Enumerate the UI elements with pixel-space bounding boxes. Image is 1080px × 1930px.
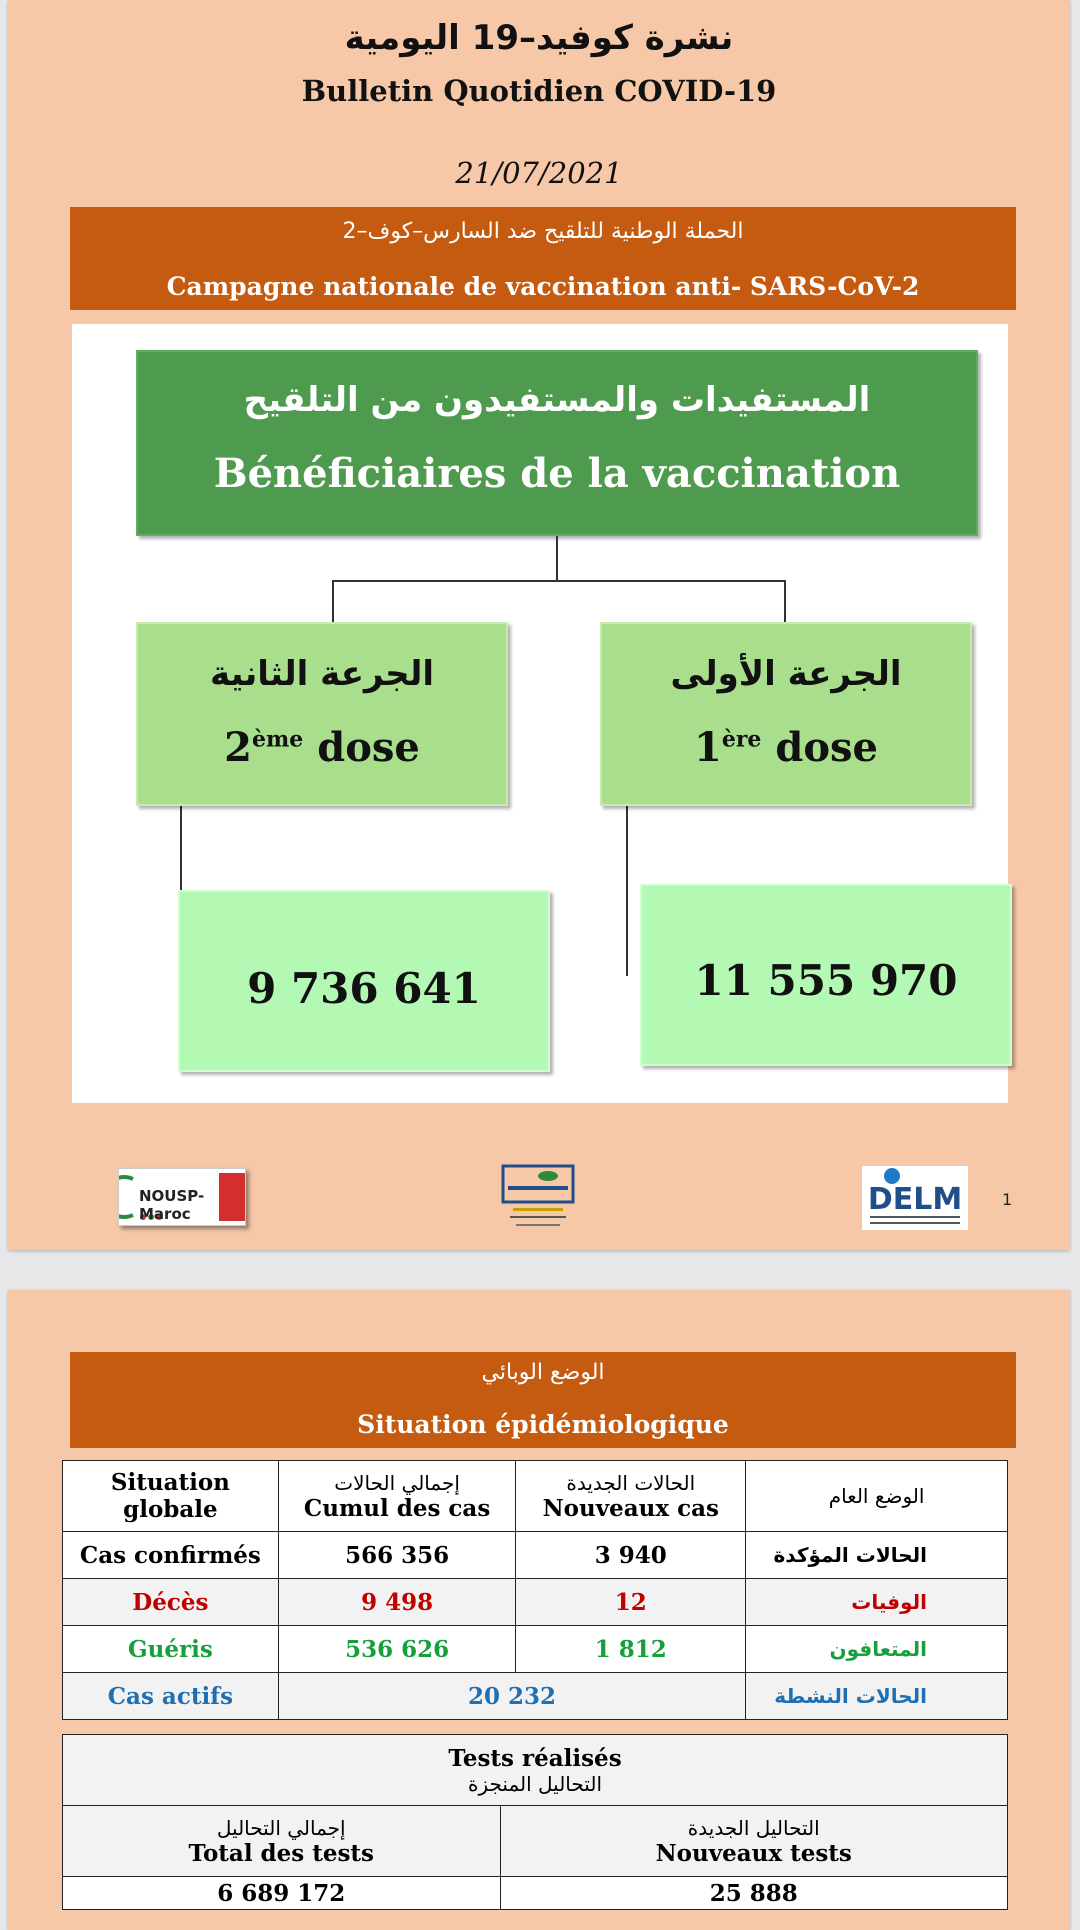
first-dose-label-ar: الجرعة الأولى	[670, 654, 902, 694]
beneficiaries-title-ar: المستفيدات والمستفيدون من التلقيح	[243, 380, 871, 420]
header-cumul: إجمالي الحالات Cumul des cas	[278, 1461, 516, 1532]
tests-total-value: 6 689 172	[63, 1877, 501, 1910]
connector-line	[626, 806, 628, 976]
connector-line	[332, 580, 334, 622]
second-dose-label-ar: الجرعة الثانية	[209, 654, 435, 694]
second-dose-value: 9 736 641	[178, 890, 550, 1072]
row-new: 1 812	[516, 1626, 746, 1673]
table-row	[63, 1579, 1008, 1626]
row-cumul: 566 356	[278, 1532, 516, 1579]
beneficiaries-box	[136, 350, 978, 536]
first-dose-label-fr: 1ère dose	[694, 724, 878, 771]
row-label-ar: المتعافون	[746, 1626, 1008, 1673]
tests-values-row	[63, 1877, 1008, 1910]
row-new: 3 940	[516, 1532, 746, 1579]
row-label-fr: Décès	[63, 1579, 279, 1626]
tests-title: Tests réalisés التحاليل المنجزة	[63, 1735, 1008, 1806]
table-header-row	[63, 1461, 1008, 1532]
table-row	[63, 1532, 1008, 1579]
vaccination-diagram	[72, 324, 1008, 1103]
active-label-ar: الحالات النشطة	[746, 1673, 1008, 1720]
campaign-title-ar: الحملة الوطنية للتلقيح ضد السارس–كوف–2	[342, 219, 744, 244]
second-dose-box	[136, 622, 508, 806]
nousp-logo	[118, 1168, 246, 1226]
delm-logo-label: DELM	[867, 1182, 963, 1217]
tests-new-value: 25 888	[500, 1877, 1008, 1910]
bulletin-page-1	[8, 0, 1070, 1250]
nousp-logo-label: NOUSP-Maroc	[139, 1187, 205, 1223]
active-label-fr: Cas actifs	[63, 1673, 279, 1720]
row-label-fr: Guéris	[63, 1626, 279, 1673]
situation-title-ar: الوضع الوبائي	[481, 1360, 605, 1385]
tests-table	[62, 1734, 1008, 1910]
row-label-ar: الوفيات	[746, 1579, 1008, 1626]
active-value: 20 232	[278, 1673, 745, 1720]
bulletin-title-ar: نشرة كوفيد–19 اليومية	[344, 18, 734, 58]
header-nouveaux: الحالات الجديدة Nouveaux cas	[516, 1461, 746, 1532]
table-row	[63, 1673, 1008, 1720]
campaign-title-fr: Campagne nationale de vaccination anti- SARS-CoV-2	[166, 272, 920, 301]
row-new: 12	[516, 1579, 746, 1626]
table-row	[63, 1626, 1008, 1673]
header-situation-globale: Situation globale	[63, 1461, 279, 1532]
delm-logo	[862, 1166, 968, 1230]
bulletin-title-fr: Bulletin Quotidien COVID-19	[301, 74, 777, 108]
row-label-fr: Cas confirmés	[63, 1532, 279, 1579]
bulletin-date: 21/07/2021	[455, 156, 623, 190]
situation-table	[62, 1460, 1008, 1720]
first-dose-value: 11 555 970	[640, 884, 1012, 1066]
bulletin-page-2	[8, 1290, 1070, 1930]
header-situation-ar: الوضع العام	[746, 1461, 1008, 1532]
tests-header-row	[63, 1806, 1008, 1877]
situation-title-fr: Situation épidémiologique	[357, 1410, 729, 1439]
ministry-of-health-logo	[498, 1164, 578, 1234]
connector-line	[784, 580, 786, 622]
row-cumul: 536 626	[278, 1626, 516, 1673]
second-dose-label-fr: 2ème dose	[224, 724, 420, 771]
page-number: 1	[1002, 1190, 1013, 1209]
row-cumul: 9 498	[278, 1579, 516, 1626]
campaign-banner	[70, 207, 1016, 310]
tests-new-header: التحاليل الجديدة Nouveaux tests	[500, 1806, 1008, 1877]
row-label-ar: الحالات المؤكدة	[746, 1532, 1008, 1579]
connector-line	[556, 536, 558, 580]
tests-title-row	[63, 1735, 1008, 1806]
tests-total-header: إجمالي التحاليل Total des tests	[63, 1806, 501, 1877]
situation-banner	[70, 1352, 1016, 1448]
beneficiaries-title-fr: Bénéficiaires de la vaccination	[213, 450, 901, 497]
first-dose-box	[600, 622, 972, 806]
connector-line	[332, 580, 786, 582]
